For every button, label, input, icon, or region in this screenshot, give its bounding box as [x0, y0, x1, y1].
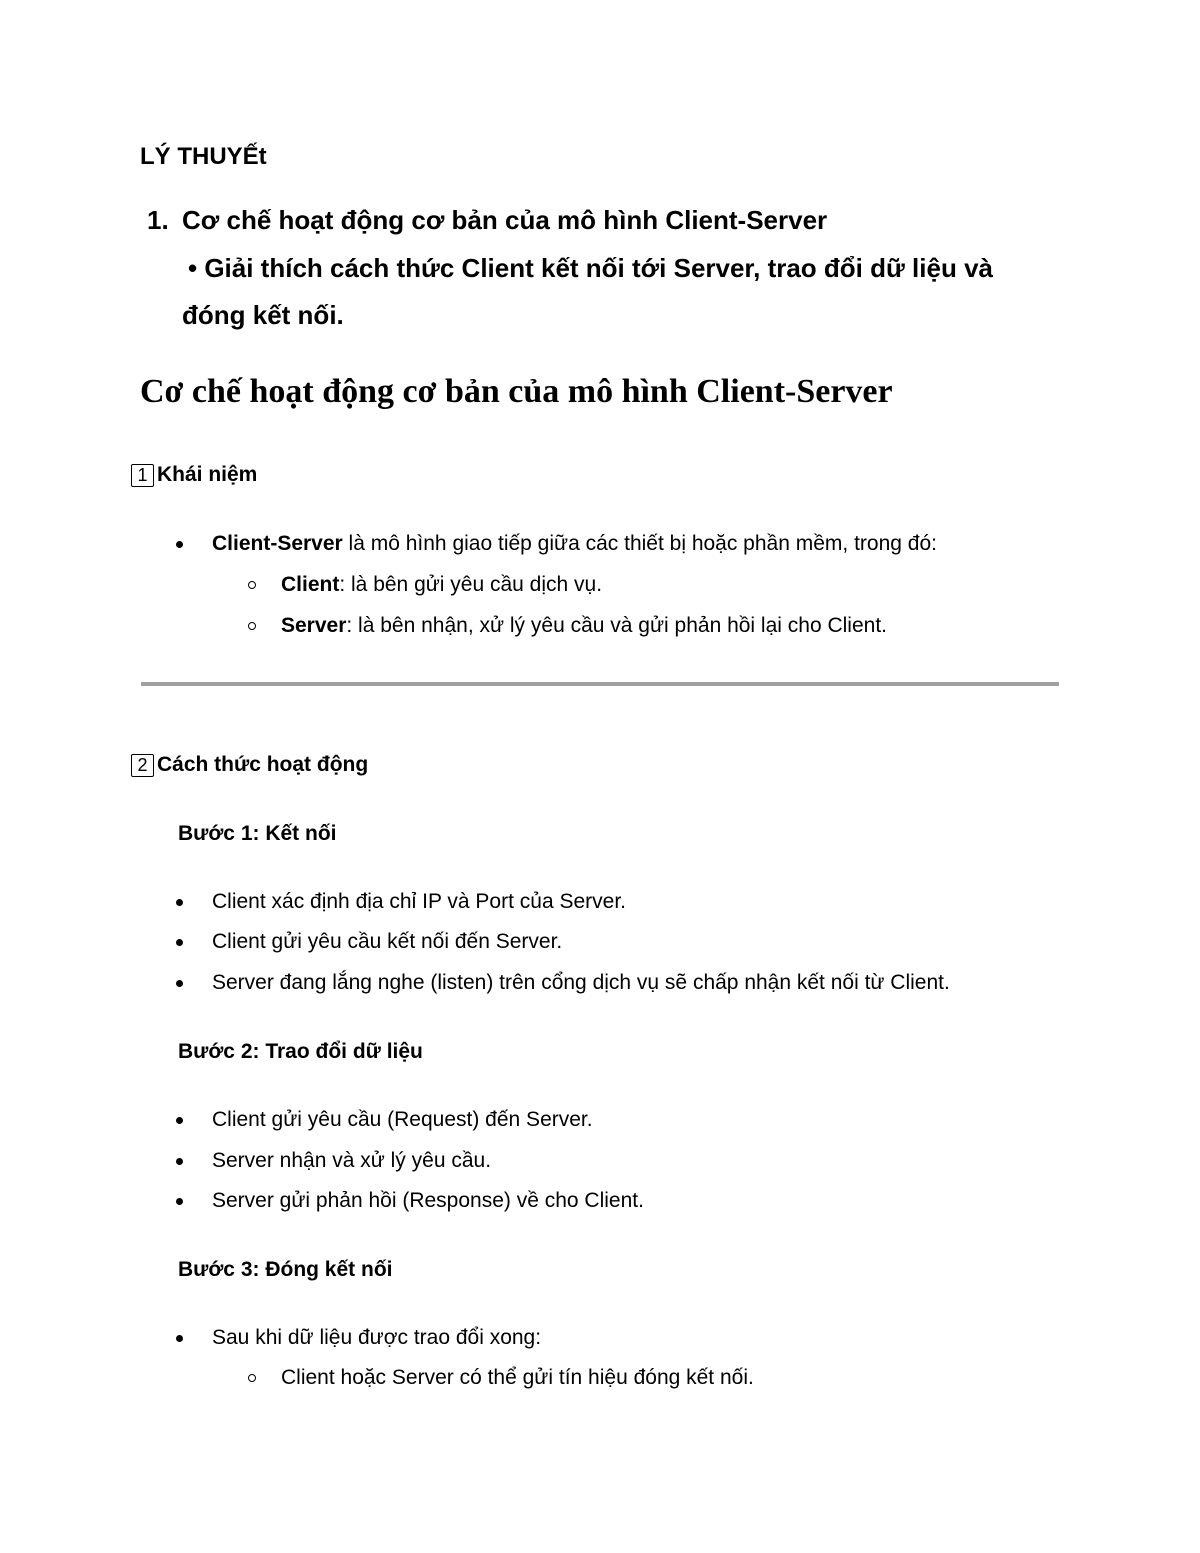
list-item-text: Client hoặc Server có thể gửi tín hiệu đóng kết nối. — [281, 1366, 754, 1389]
list-item — [176, 1326, 541, 1350]
item-text: Cơ chế hoạt động cơ bản của mô hình Client-Server — [182, 205, 828, 235]
keycap-number-icon: 2 — [131, 754, 154, 777]
section-1-title: Khái niệm — [157, 463, 258, 486]
step-3-title: Bước 3: Đóng kết nối — [178, 1258, 393, 1281]
step-1-title: Bước 1: Kết nối — [178, 822, 337, 845]
list-item-text: Client gửi yêu cầu (Request) đến Server. — [212, 1108, 593, 1131]
term-bold: Client — [281, 573, 340, 596]
section-1-heading — [131, 463, 257, 487]
list-item-text: Server gửi phản hồi (Response) về cho Client. — [212, 1189, 644, 1212]
list-item — [176, 532, 937, 556]
item-number: 1. — [147, 205, 169, 235]
bullet-icon — [176, 1117, 183, 1124]
list-item-text: Server đang lắng nghe (listen) trên cổng dịch vụ sẽ chấp nhận kết nối từ Client. — [212, 971, 950, 994]
list-item-text: Sau khi dữ liệu được trao đổi xong: — [212, 1326, 542, 1349]
list-item-text: Client xác định địa chỉ IP và Port của Server. — [212, 890, 626, 913]
numbered-item-1 — [147, 205, 827, 236]
term-bold: Server — [281, 614, 347, 637]
bullet-icon — [176, 1335, 183, 1342]
term-definition: : là bên gửi yêu cầu dịch vụ. — [339, 573, 603, 596]
list-item — [176, 930, 562, 954]
document-title: LÝ THUYẾt — [140, 143, 267, 170]
term-bold: Client-Server — [212, 532, 343, 555]
list-item — [248, 573, 602, 597]
term-definition: : là bên nhận, xử lý yêu cầu và gửi phản hồi lại cho Client. — [346, 614, 887, 637]
circle-bullet-icon — [248, 622, 256, 630]
bullet-icon — [176, 899, 183, 906]
bullet-icon — [176, 1198, 183, 1205]
list-item — [176, 1108, 593, 1132]
list-item — [176, 1189, 644, 1213]
list-item — [176, 1149, 491, 1173]
list-item — [248, 614, 887, 638]
item-description-line-2: đóng kết nối. — [182, 300, 344, 330]
bullet-icon — [176, 541, 183, 548]
bullet-icon — [176, 980, 183, 987]
list-item — [176, 971, 950, 995]
circle-bullet-icon — [248, 581, 256, 589]
section-2-heading — [131, 753, 368, 777]
list-item — [176, 890, 626, 914]
circle-bullet-icon — [248, 1374, 256, 1382]
section-2-title: Cách thức hoạt động — [157, 753, 369, 776]
main-heading: Cơ chế hoạt động cơ bản của mô hình Client-Server — [140, 373, 893, 410]
item-description-line-1: • Giải thích cách thức Client kết nối tới Server, trao đổi dữ liệu và — [188, 253, 993, 283]
term-definition: là mô hình giao tiếp giữa các thiết bị hoặc phần mềm, trong đó: — [342, 532, 937, 555]
list-item — [248, 1366, 754, 1390]
horizontal-divider — [141, 682, 1059, 686]
bullet-icon — [176, 1158, 183, 1165]
step-2-title: Bước 2: Trao đổi dữ liệu — [178, 1040, 423, 1063]
list-item-text: Client gửi yêu cầu kết nối đến Server. — [212, 930, 563, 953]
bullet-icon — [176, 939, 183, 946]
list-item-text: Server nhận và xử lý yêu cầu. — [212, 1149, 492, 1172]
keycap-number-icon: 1 — [131, 464, 154, 487]
